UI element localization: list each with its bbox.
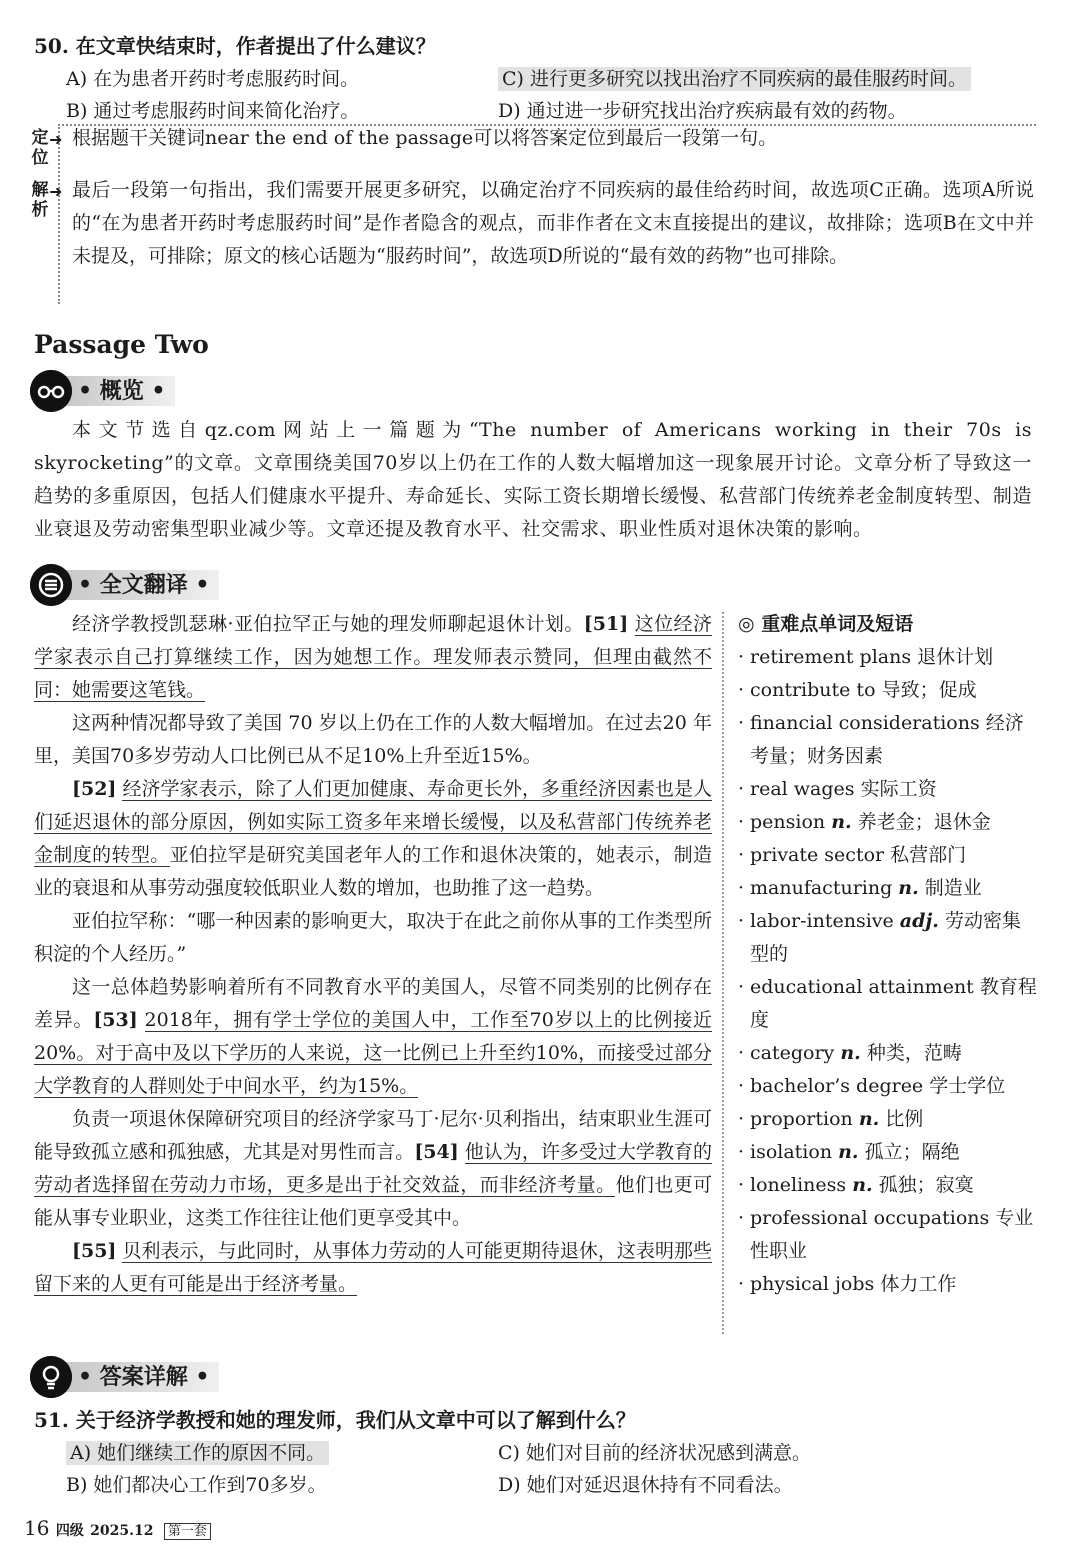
vocab-item xyxy=(738,1103,1038,1136)
lightbulb-icon xyxy=(30,1356,72,1398)
arrow-icon: ➜ xyxy=(49,182,63,201)
vocab-item xyxy=(738,1070,1038,1103)
q51-option-a-highlight: A) 她们继续工作的原因不同。 xyxy=(66,1441,329,1465)
document-icon xyxy=(30,564,72,606)
vocab-term: contribute to xyxy=(750,679,876,701)
vocabulary-heading-label: 重难点单词及短语 xyxy=(761,613,914,635)
vocab-term: manufacturing xyxy=(750,877,893,899)
underlined-sentence: 2018年，拥有学士学位的美国人中，工作至70岁以上的比例接近20%。对于高中及以下学历的人来说，这一比例已上升至约10%，而接受过部分大学教育的人群则处于中间水平，约为15%。 xyxy=(34,1009,712,1097)
overview-heading-label: • 概览 • xyxy=(66,376,175,406)
page-number: 16 xyxy=(24,1516,50,1540)
translation-paragraph xyxy=(34,1103,712,1235)
q50-option-d: D) 通过进一步研究找出治疗疾病最有效的药物。 xyxy=(498,100,907,122)
vocab-term: private sector xyxy=(750,844,885,866)
vocab-term: bachelor’s degree xyxy=(750,1075,924,1097)
vocab-meaning: 制造业 xyxy=(924,877,982,899)
vocab-term: category xyxy=(750,1042,835,1064)
vocab-meaning: 劳动密集型的 xyxy=(750,910,1021,965)
vocab-meaning: 比例 xyxy=(885,1108,924,1130)
vocab-part-of-speech: n. xyxy=(831,811,852,833)
column-divider xyxy=(722,612,724,1334)
vocab-item xyxy=(738,905,1038,971)
vocab-item xyxy=(738,707,1038,773)
question-marker-54: [54] xyxy=(414,1141,459,1163)
translation-paragraph: 亚伯拉罕称：“哪一种因素的影响更大，取决于在此之前你从事的工作类型所积淀的个人经历。” xyxy=(34,910,712,965)
question-marker-53: [53] xyxy=(93,1009,138,1031)
vocab-term: professional occupations xyxy=(750,1207,990,1229)
vocab-item xyxy=(738,674,1038,707)
q50-option-c-highlight: C) 进行更多研究以找出治疗不同疾病的最佳服药时间。 xyxy=(498,67,971,91)
vocabulary-list xyxy=(738,641,1038,1301)
q50-option-a: A) 在为患者开药时考虑服药时间。 xyxy=(66,68,360,90)
vocab-term: isolation xyxy=(750,1141,833,1163)
vocabulary-panel xyxy=(738,608,1038,1301)
translation-body xyxy=(34,608,712,1301)
vocab-item xyxy=(738,872,1038,905)
vocab-item xyxy=(738,839,1038,872)
vocab-meaning: 养老金；退休金 xyxy=(857,811,991,833)
translation-paragraph xyxy=(34,773,712,905)
page-footer xyxy=(24,1516,211,1540)
translation-paragraph xyxy=(34,971,712,1103)
vocab-part-of-speech: n. xyxy=(838,1141,859,1163)
passage-title: Passage Two xyxy=(34,330,209,359)
vocab-item xyxy=(738,806,1038,839)
question-marker-55: [55] xyxy=(72,1240,117,1262)
vocab-item xyxy=(738,1202,1038,1268)
translation-text: 负责一项退休保障研究项目的经济学家马丁·尼尔·贝利指出，结束职业生涯可能导致孤立感和孤独感，尤其是对男性而言。 xyxy=(34,1108,712,1163)
analysis-label: 解析 xyxy=(31,180,49,220)
vocab-meaning: 种类，范畴 xyxy=(866,1042,962,1064)
q50-option-b: B) 通过考虑服药时间来简化治疗。 xyxy=(66,100,360,122)
translation-paragraph xyxy=(34,608,712,707)
overview-text: 本文节选自qz.com网站上一篇题为“The number of Americans working in their 70s is skyrocketing”的文章。文章围绕美国70岁以上仍在工作的人数大幅增加这一现象展开讨论。文章分析了导致这一趋势的多重原因，包括人们健康水平提升、寿命延长、实际工资长期增长缓慢、私营部门传统养老金制度转型、制造业衰退及劳动密集型职业减少等。文章还提及教育水平、社交需求、职业性质对退休决策的影响。 xyxy=(34,419,1032,540)
vocab-meaning: 私营部门 xyxy=(890,844,967,866)
vocab-item xyxy=(738,1268,1038,1301)
vocab-term: physical jobs xyxy=(750,1273,875,1295)
vocab-term: pension xyxy=(750,811,826,833)
translation-text: 这一总体趋势影响着所有不同教育水平的美国人，尽管不同类别的比例存在差异。 xyxy=(34,976,712,1031)
vocab-term: proportion xyxy=(750,1108,853,1130)
arrow-icon: ➜ xyxy=(49,130,63,149)
question-marker-51: [51] xyxy=(583,613,629,635)
vocab-item xyxy=(738,773,1038,806)
vocab-meaning: 经济考量；财务因素 xyxy=(750,712,1024,767)
question-marker-52: [52] xyxy=(72,778,117,800)
vocab-meaning: 学士学位 xyxy=(929,1075,1006,1097)
vocab-part-of-speech: n. xyxy=(858,1108,880,1130)
q51-option-c: C) 她们对目前的经济状况感到满意。 xyxy=(498,1442,811,1464)
locate-label: 定位 xyxy=(31,128,49,168)
vocab-part-of-speech: n. xyxy=(852,1174,873,1196)
translation-text: 经济学教授凯瑟琳·亚伯拉罕正与她的理发师聊起退休计划。 xyxy=(72,613,584,635)
vocab-meaning: 实际工资 xyxy=(860,778,937,800)
underlined-sentence: 他认为，许多受过大学教育的劳动者选择留在劳动力市场，更多是出于社交效益，而非经济考量。 xyxy=(34,1141,712,1196)
answers-heading-label: • 答案详解 • xyxy=(66,1362,219,1392)
vocab-term: educational attainment xyxy=(750,976,974,998)
underlined-sentence: 经济学家表示，除了人们更加健康、寿命更长外，多重经济因素也是人们延迟退休的部分原因，例如实际工资多年来增长缓慢，以及私营部门传统养老金制度的转型。 xyxy=(34,778,712,866)
issue-date: 2025.12 xyxy=(90,1523,154,1539)
vocab-item xyxy=(738,641,1038,674)
locate-text: 根据题干关键词near the end of the passage可以将答案定位到最后一段第一句。 xyxy=(72,127,778,149)
question-51-title: 51. 关于经济学教授和她的理发师，我们从文章中可以了解到什么？ xyxy=(34,1408,636,1432)
vocab-meaning: 专业性职业 xyxy=(750,1207,1034,1262)
vocab-meaning: 导致；促成 xyxy=(881,679,977,701)
vocab-term: real wages xyxy=(750,778,855,800)
vocab-part-of-speech: n. xyxy=(898,877,919,899)
vocab-item xyxy=(738,1037,1038,1070)
vocab-part-of-speech: adj. xyxy=(899,910,939,932)
translation-paragraph: 这两种情况都导致了美国 70 岁以上仍在工作的人数大幅增加。在过去20 年里，美国70多岁劳动人口比例已从不足10%上升至近15%。 xyxy=(34,712,712,767)
vocab-term: loneliness xyxy=(750,1174,847,1196)
vocab-item xyxy=(738,1169,1038,1202)
vocab-term: labor-intensive xyxy=(750,910,894,932)
question-50-title: 50. 在文章快结束时，作者提出了什么建议？ xyxy=(34,34,436,58)
translation-text: 亚伯拉罕是研究美国老年人的工作和退休决策的，她表示，制造业的衰退和从事劳动强度较低职业人数的增加，也助推了这一趋势。 xyxy=(34,844,712,899)
analysis-text: 最后一段第一句指出，我们需要开展更多研究，以确定治疗不同疾病的最佳给药时间，故选项C正确。选项A所说的“在为患者开药时考虑服药时间”是作者隐含的观点，而非作者在文末直接提出的建议，故排除；选项B在文中并未提及，可排除；原文的核心话题为“服药时间”，故选项D所说的“最有效的药物”也可排除。 xyxy=(72,179,1034,267)
vocabulary-heading xyxy=(738,608,1038,641)
glasses-icon xyxy=(30,370,72,412)
exam-level: 四级 xyxy=(55,1523,84,1539)
vocab-term: retirement plans xyxy=(750,646,912,668)
vocab-item xyxy=(738,971,1038,1037)
vocab-meaning: 教育程度 xyxy=(750,976,1037,1031)
vocab-meaning: 体力工作 xyxy=(880,1273,957,1295)
q50-option-c xyxy=(498,64,971,91)
target-icon: ◎ xyxy=(738,613,755,635)
underlined-sentence: 贝利表示，与此同时，从事体力劳动的人可能更期待退休，这表明那些留下来的人更有可能是出于经济考量。 xyxy=(34,1240,712,1295)
vocab-meaning: 孤独；寂寞 xyxy=(878,1174,974,1196)
translation-text: 他们也更可能从事专业职业，这类工作往往让他们更享受其中。 xyxy=(34,1174,712,1229)
vocab-part-of-speech: n. xyxy=(840,1042,861,1064)
q51-option-d: D) 她们对延迟退休持有不同看法。 xyxy=(498,1474,793,1496)
vocab-meaning: 退休计划 xyxy=(917,646,994,668)
vocab-item xyxy=(738,1136,1038,1169)
vocab-term: financial considerations xyxy=(750,712,980,734)
vocab-meaning: 孤立；隔绝 xyxy=(864,1141,960,1163)
underlined-sentence: 这位经济学家表示自己打算继续工作，因为她想工作。理发师表示赞同，但理由截然不同：她需要这笔钱。 xyxy=(34,613,712,701)
translation-paragraph xyxy=(34,1235,712,1301)
test-set-label: 第一套 xyxy=(164,1523,211,1540)
q51-option-a xyxy=(66,1438,329,1465)
q51-option-b: B) 她们都决心工作到70多岁。 xyxy=(66,1474,327,1496)
translation-heading-label: • 全文翻译 • xyxy=(66,570,219,600)
